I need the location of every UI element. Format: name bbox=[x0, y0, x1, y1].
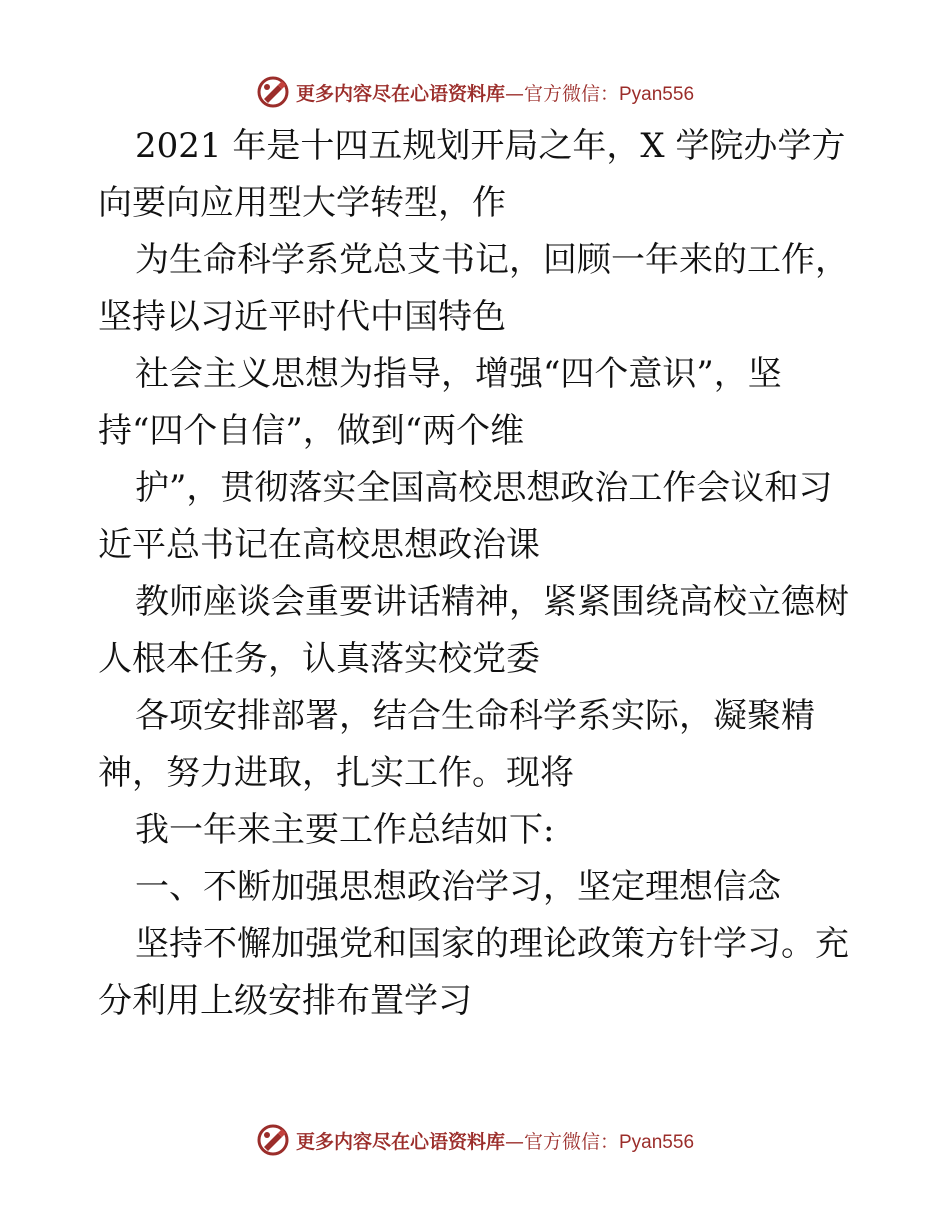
section-heading bbox=[98, 859, 868, 916]
paragraph bbox=[98, 802, 868, 859]
paragraph-line: 人根本任务，认真落实校党委 bbox=[98, 639, 540, 679]
paragraph bbox=[98, 688, 868, 802]
header-watermark bbox=[0, 72, 950, 112]
paragraph bbox=[98, 460, 868, 574]
paragraph-line: 我一年来主要工作总结如下: bbox=[135, 810, 555, 850]
watermark-separator: — bbox=[504, 1130, 524, 1153]
watermark-main: 更多内容尽在心语资料库 bbox=[295, 1130, 505, 1153]
paragraph-line: 一、不断加强思想政治学习，坚定理想信念 bbox=[135, 867, 781, 907]
paragraph-line: 社会主义思想为指导，增强“四个意识”，坚 bbox=[135, 354, 782, 394]
paragraph bbox=[98, 232, 868, 346]
watermark-official: 官方微信： bbox=[523, 1130, 619, 1153]
brand-logo-icon bbox=[256, 1123, 290, 1157]
watermark-id: Pyan556 bbox=[619, 1131, 695, 1153]
watermark-official: 官方微信： bbox=[523, 82, 619, 105]
document-body bbox=[98, 118, 868, 1030]
paragraph-line: 神，努力进取，扎实工作。现将 bbox=[98, 753, 574, 793]
paragraph-line: 分利用上级安排布置学习 bbox=[98, 981, 472, 1021]
watermark-text bbox=[296, 79, 694, 106]
brand-logo-icon bbox=[256, 75, 290, 109]
paragraph-line: 向要向应用型大学转型，作 bbox=[98, 183, 506, 223]
paragraph bbox=[98, 346, 868, 460]
paragraph-line: 持“四个自信”，做到“两个维 bbox=[98, 411, 525, 451]
paragraph-line: 为生命科学系党总支书记，回顾一年来的工作， bbox=[135, 240, 849, 280]
paragraph-line: 护”，贯彻落实全国高校思想政治工作会议和习 bbox=[135, 468, 833, 508]
paragraph bbox=[98, 118, 868, 232]
paragraph bbox=[98, 916, 868, 1030]
watermark-main: 更多内容尽在心语资料库 bbox=[295, 82, 505, 105]
watermark-text bbox=[296, 1127, 694, 1154]
footer-watermark bbox=[0, 1120, 950, 1160]
paragraph-line: 教师座谈会重要讲话精神，紧紧围绕高校立德树 bbox=[135, 582, 849, 622]
paragraph-line: 坚持不懈加强党和国家的理论政策方针学习。充 bbox=[135, 924, 849, 964]
paragraph-line: 各项安排部署，结合生命科学系实际，凝聚精 bbox=[135, 696, 815, 736]
paragraph-line: 2021 年是十四五规划开局之年，X 学院办学方 bbox=[135, 126, 846, 166]
watermark-separator: — bbox=[504, 82, 524, 105]
watermark-id: Pyan556 bbox=[619, 83, 695, 105]
paragraph-line: 坚持以习近平时代中国特色 bbox=[98, 297, 506, 337]
paragraph-line: 近平总书记在高校思想政治课 bbox=[98, 525, 540, 565]
paragraph bbox=[98, 574, 868, 688]
